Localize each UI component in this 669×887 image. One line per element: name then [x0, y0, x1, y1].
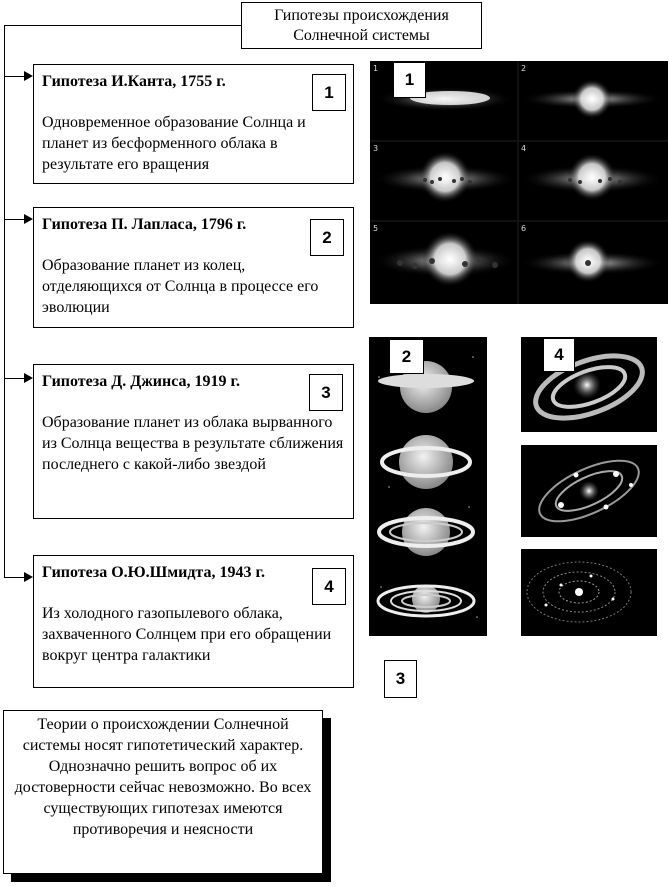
hypothesis-schmidt [33, 555, 354, 688]
frame-label: 1 [373, 64, 379, 73]
hypothesis-laplace [33, 207, 354, 328]
figure-number: 2 [389, 339, 424, 374]
hypothesis-number: 1 [312, 74, 346, 111]
summary-callout [3, 710, 333, 882]
hypothesis-title: Гипотеза П. Лапласа, 1796 г. [42, 216, 247, 233]
hypothesis-title: Гипотеза И.Канта, 1755 г. [42, 73, 226, 90]
figure-number: 3 [384, 660, 417, 698]
hypothesis-number: 3 [309, 374, 343, 411]
hypothesis-number: 2 [310, 219, 344, 256]
hypothesis-text: Образование планет из облака вырванного из Солнца вещества в результате сближения последнего с какой-либо звездой [42, 414, 344, 473]
hypothesis-number: 4 [312, 568, 346, 605]
frame-label: 6 [521, 224, 527, 233]
hypothesis-kant [33, 64, 354, 184]
frame-label: 2 [521, 64, 527, 73]
hypothesis-text: Одновременное образование Солнца и планет из бесформенного облака в результате его вращения [42, 114, 306, 173]
figure-number: 1 [393, 62, 426, 98]
galaxy-sequence-image [521, 337, 657, 636]
frame-label: 4 [521, 144, 527, 153]
figure-number: 4 [543, 338, 575, 372]
hypothesis-text: Из холодного газопылевого облака, захваченного Солнцем при его обращении вокруг центра галактики [42, 605, 332, 664]
hypothesis-title: Гипотеза Д. Джинса, 1919 г. [42, 373, 240, 390]
hypothesis-text: Образование планет из колец, отделяющихся от Солнца в процессе его эволюции [42, 257, 319, 316]
frame-label: 3 [373, 144, 379, 153]
hypothesis-title: Гипотеза О.Ю.Шмидта, 1943 г. [42, 564, 265, 581]
hypothesis-jeans [33, 364, 354, 519]
frame-label: 5 [373, 224, 379, 233]
summary-text: Теории о происхождении Солнечной системы носят гипотетический характер. Однозначно решить вопрос об их достоверности сейчас невозможно. Во всех существующих гипотезах имеются противоречия и неясности [3, 710, 323, 874]
laplace-figure-panel [369, 337, 487, 636]
schmidt-figure-panel [521, 337, 657, 636]
diagram-title: Гипотезы происхождения Солнечной системы [241, 2, 482, 49]
ring-sequence-image [369, 337, 487, 636]
